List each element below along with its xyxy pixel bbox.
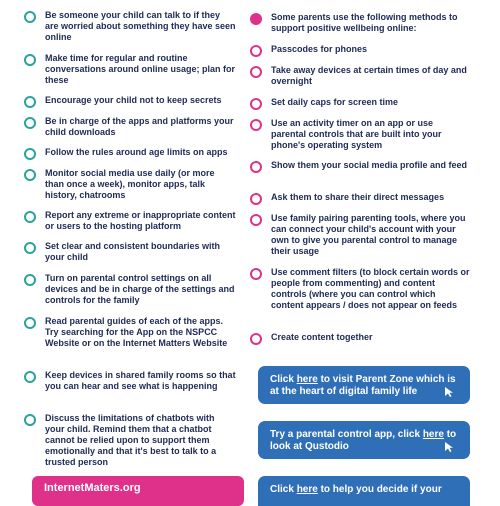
internet-matters-banner[interactable] [32, 476, 244, 506]
circle-bullet-icon [24, 274, 36, 286]
circle-bullet-icon [24, 211, 36, 223]
circle-bullet-icon [250, 98, 262, 110]
circle-bullet-icon [250, 268, 262, 280]
circle-bullet-icon [24, 169, 36, 181]
circle-bullet-icon [24, 11, 36, 23]
internet-matters-logo: InternetMaters.org [44, 482, 141, 494]
circle-bullet-icon [24, 54, 36, 66]
circle-bullet-icon [250, 45, 262, 57]
qustodio-link-card[interactable]: Try a parental control app, click here to look at Qustodio [258, 421, 470, 459]
circle-bullet-icon [250, 13, 262, 25]
circle-bullet-icon [24, 414, 36, 426]
circle-bullet-icon [250, 333, 262, 345]
circle-bullet-icon [250, 193, 262, 205]
cursor-arrow-icon [444, 441, 456, 453]
here-link[interactable]: here [296, 374, 318, 385]
circle-bullet-icon [250, 161, 262, 173]
cursor-arrow-icon [444, 386, 456, 398]
decide-link-card[interactable]: Click here to help you decide if your [258, 476, 470, 506]
circle-bullet-icon [24, 371, 36, 383]
here-link[interactable]: here [296, 484, 318, 495]
here-link[interactable]: here [422, 429, 444, 440]
circle-bullet-icon [250, 119, 262, 131]
circle-bullet-icon [24, 96, 36, 108]
circle-bullet-icon [24, 148, 36, 160]
parent-zone-link-card[interactable]: Click here to visit Parent Zone which is at the heart of digital family life [258, 366, 470, 404]
circle-bullet-icon [250, 214, 262, 226]
circle-bullet-icon [250, 66, 262, 78]
circle-bullet-icon [24, 117, 36, 129]
circle-bullet-icon [24, 242, 36, 254]
circle-bullet-icon [24, 317, 36, 329]
